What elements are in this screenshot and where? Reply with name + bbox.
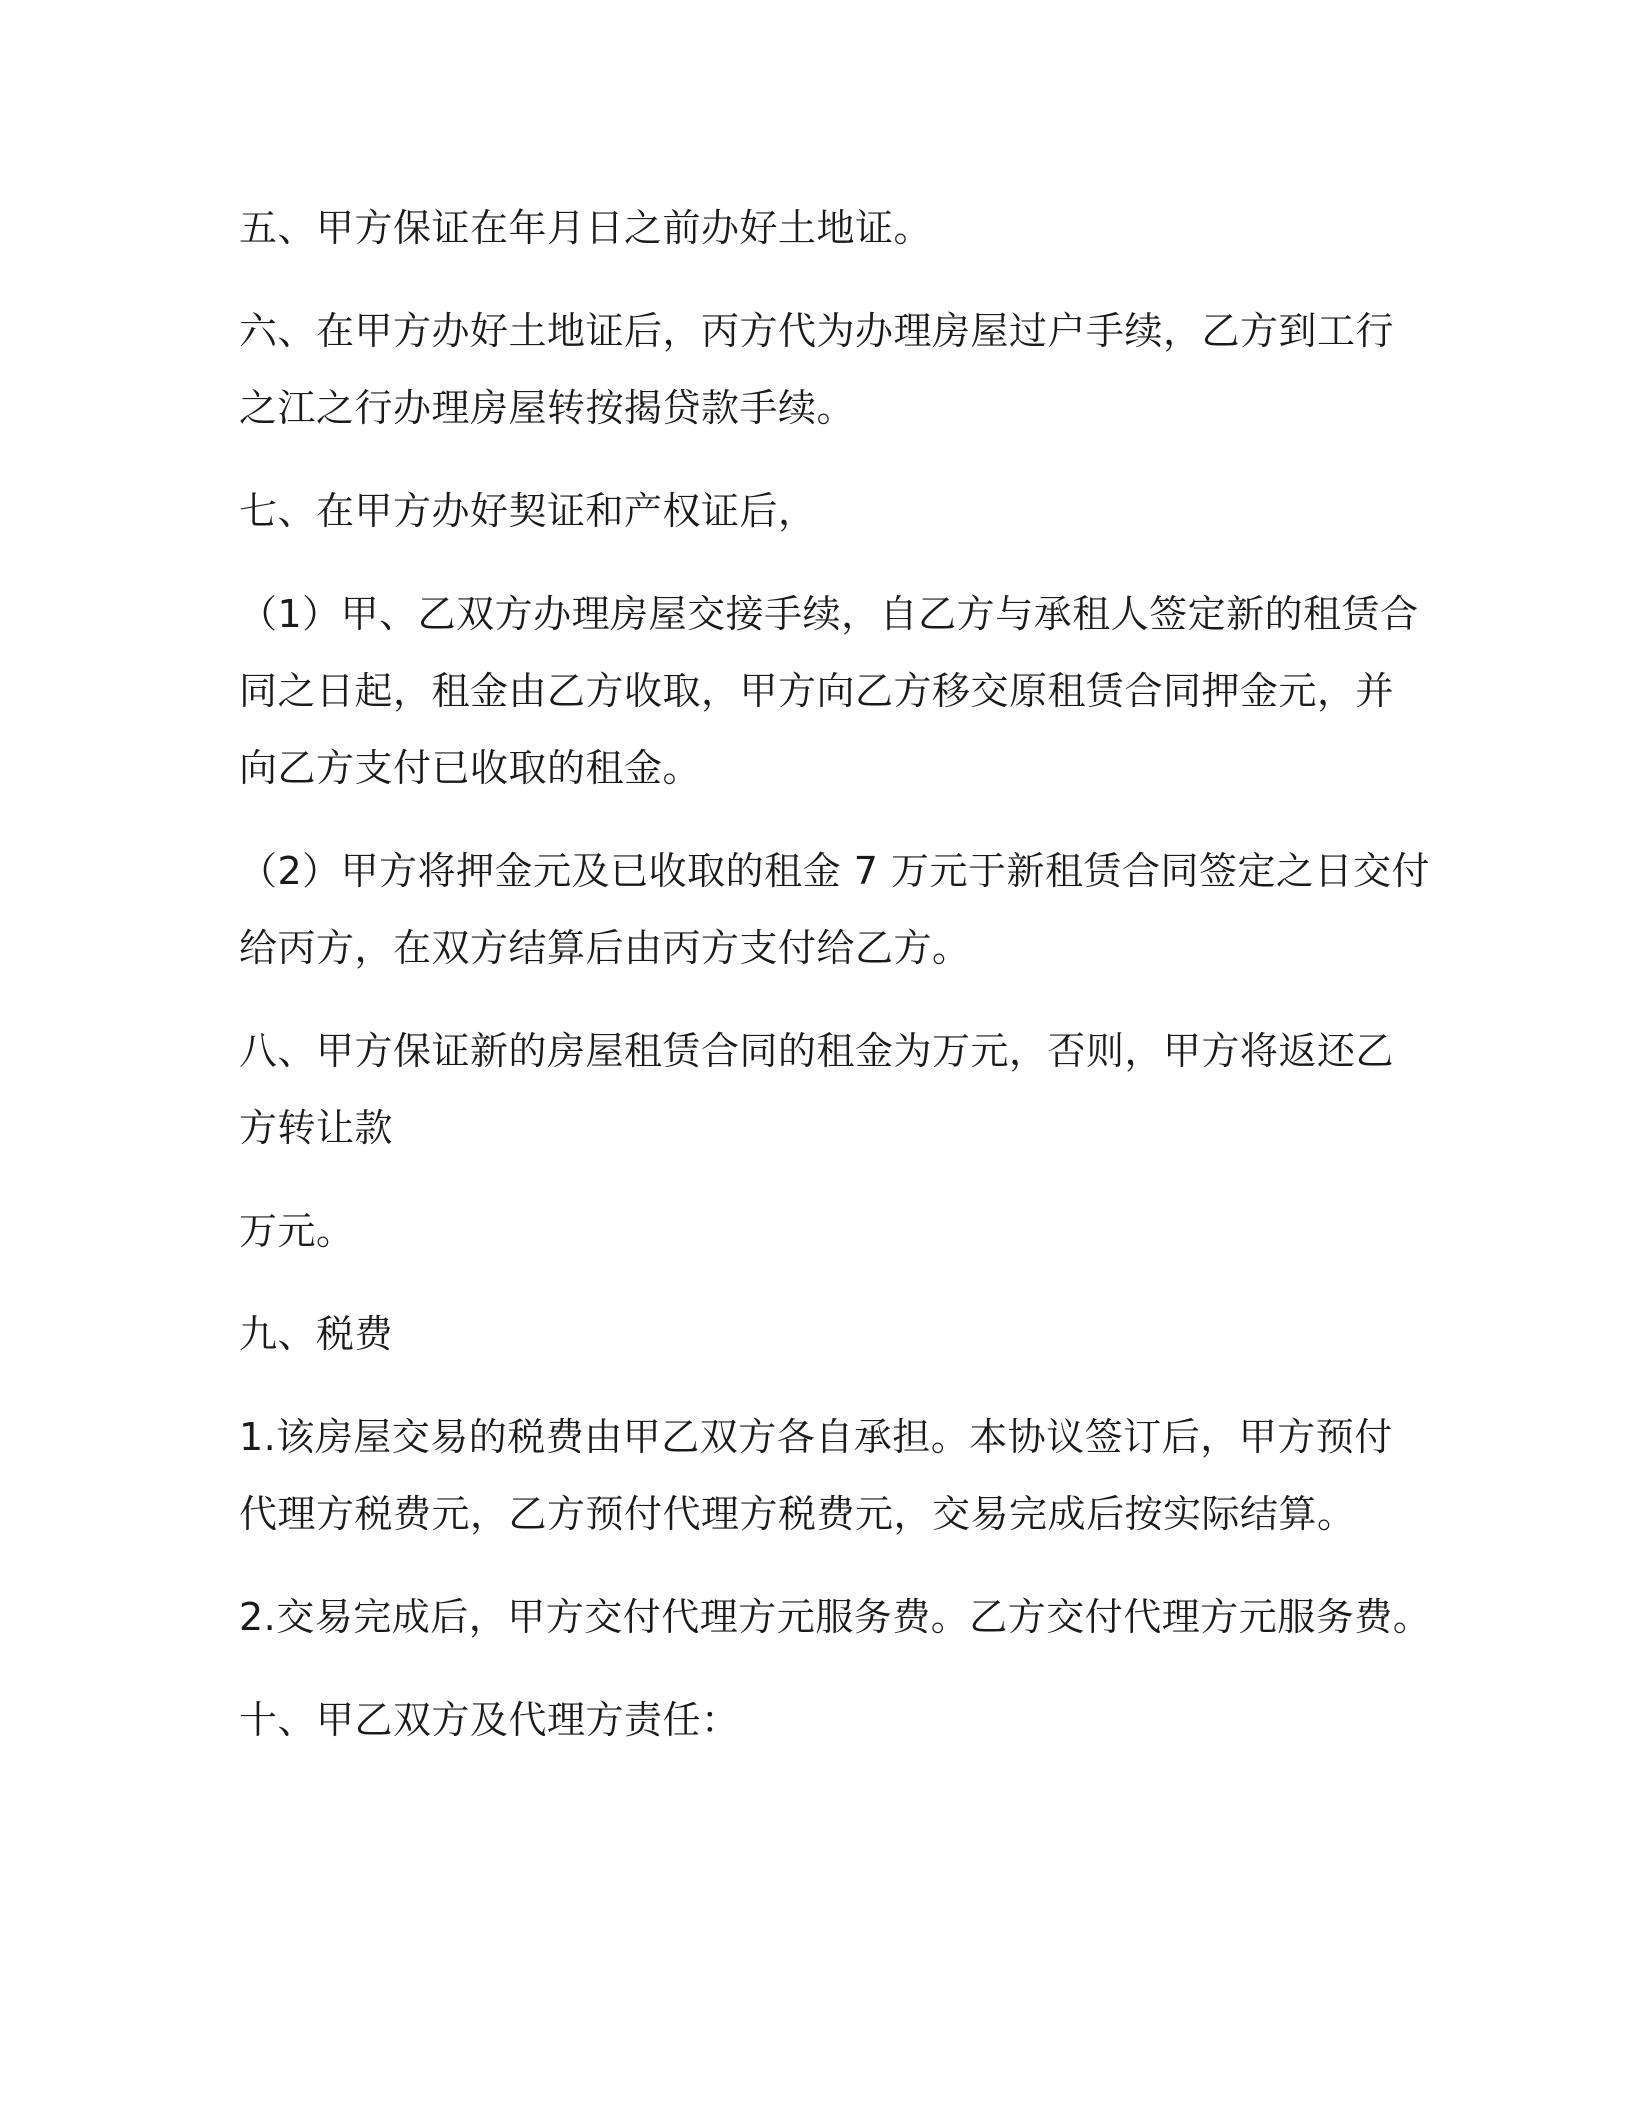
text-line: 九、税费 <box>239 1312 394 1356</box>
text-line: 向乙方支付已收取的租金。 <box>239 746 702 790</box>
text-line: 十、甲乙双方及代理方责任： <box>239 1698 740 1742</box>
clause-10 <box>239 1682 1399 1759</box>
text-line: 七、在甲方办好契证和产权证后， <box>239 489 817 533</box>
clause-7-item-2 <box>239 833 1431 987</box>
text-line: 2.交易完成后，甲方交付代理方元服务费。乙方交付代理方元服务费。 <box>239 1595 1432 1639</box>
clause-7-item-1 <box>239 576 1419 807</box>
text-line: 代理方税费元，乙方预付代理方税费元，交易完成后按实际结算。 <box>239 1492 1356 1536</box>
text-line: 方转让款 <box>239 1106 394 1150</box>
text-line: 同之日起，租金由乙方收取，甲方向乙方移交原租赁合同押金元，并 <box>239 669 1395 713</box>
document-body <box>239 190 1432 1759</box>
text-line: 五、甲方保证在年月日之前办好土地证。 <box>239 206 933 250</box>
clause-9-item-1 <box>239 1399 1399 1553</box>
clause-9 <box>239 1296 1399 1373</box>
clause-9-item-2 <box>239 1579 1432 1656</box>
clause-8-continued <box>239 1193 1399 1270</box>
text-line: 万元。 <box>239 1209 355 1253</box>
text-line: 之江之行办理房屋转按揭贷款手续。 <box>239 386 856 430</box>
clause-7 <box>239 473 1399 550</box>
clause-8 <box>239 1013 1399 1167</box>
clause-5 <box>239 190 1399 267</box>
clause-6 <box>239 293 1399 447</box>
text-line: （1）甲、乙双方办理房屋交接手续，自乙方与承租人签定新的租赁合 <box>239 592 1419 636</box>
text-line: 六、在甲方办好土地证后，丙方代为办理房屋过户手续，乙方到工行 <box>239 309 1395 353</box>
text-line: （2）甲方将押金元及已收取的租金 7 万元于新租赁合同签定之日交付 <box>239 849 1431 893</box>
text-line: 八、甲方保证新的房屋租赁合同的租金为万元，否则，甲方将返还乙 <box>239 1029 1395 1073</box>
text-line: 1.该房屋交易的税费由甲乙双方各自承担。本协议签订后，甲方预付 <box>239 1415 1393 1459</box>
text-line: 给丙方，在双方结算后由丙方支付给乙方。 <box>239 926 971 970</box>
